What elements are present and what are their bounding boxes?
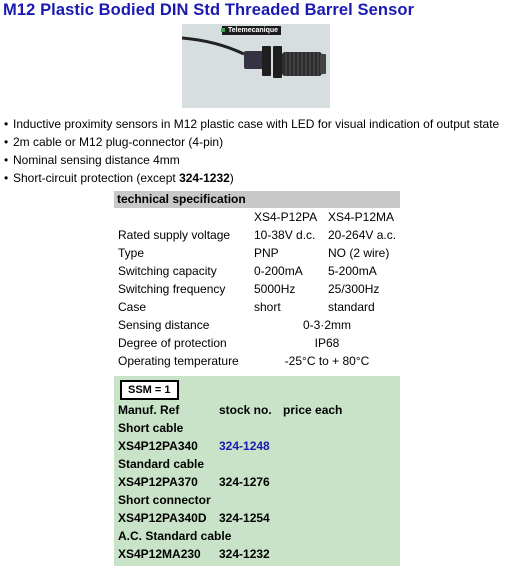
spec-value: IP68 [314, 336, 340, 350]
manuf-ref: XS4P12PA370 [118, 475, 198, 489]
stock-number: 324-1276 [219, 475, 270, 489]
feature-item: • Nominal sensing distance 4mm [4, 151, 499, 169]
product-photo [182, 24, 330, 108]
spec-value: 0-200mA [254, 264, 303, 278]
page-title: M12 Plastic Bodied DIN Std Threaded Barrel Sensor [3, 1, 415, 19]
spec-label: Sensing distance [118, 318, 210, 332]
group-name: Standard cable [118, 457, 205, 471]
order-group-title [114, 491, 400, 509]
order-row [114, 545, 400, 563]
feature-list [4, 115, 499, 187]
group-name: Short cable [118, 421, 184, 435]
order-column-headers [114, 401, 400, 419]
spec-heading: technical specification [114, 191, 400, 208]
feature-item: • Inductive proximity sensors in M12 plastic case with LED for visual indication of output state [4, 115, 499, 133]
feature-item [4, 169, 499, 187]
ordering-table [114, 376, 400, 566]
stock-number: 324-1254 [219, 511, 270, 525]
spec-row [114, 316, 400, 334]
spec-value: PNP [254, 246, 279, 260]
feature-text: Short-circuit protection (except [13, 171, 180, 185]
spec-row [114, 298, 400, 316]
group-name: A.C. Standard cable [118, 529, 232, 543]
spec-row [114, 244, 400, 262]
spec-value: 25/300Hz [328, 282, 380, 296]
order-group-title [114, 419, 400, 437]
spec-row [114, 280, 400, 298]
spec-value: 5-200mA [328, 264, 377, 278]
spec-value: standard [328, 300, 375, 314]
spec-value: 20-264V a.c. [328, 228, 397, 242]
column-header: XS4-P12MA [328, 210, 395, 224]
feature-item: • 2m cable or M12 plug-connector (4-pin) [4, 133, 499, 151]
stock-number-link[interactable]: 324-1248 [219, 439, 270, 453]
order-group-title [114, 527, 400, 545]
sensor-illustration [182, 24, 330, 108]
spec-value: 0-3·2mm [302, 318, 351, 332]
feature-stock-ref: 324-1232 [179, 171, 230, 185]
technical-spec-table [114, 191, 400, 371]
spec-label: Rated supply voltage [118, 228, 231, 242]
spec-label: Degree of protection [118, 336, 227, 350]
spec-value: short [254, 300, 281, 314]
spec-label: Operating temperature [118, 354, 239, 368]
spec-column-headers [114, 208, 400, 226]
ssm-badge: SSM = 1 [120, 380, 179, 400]
column-header: stock no. [219, 403, 272, 417]
feature-text: ) [229, 171, 234, 185]
column-header: Manuf. Ref [118, 403, 180, 417]
order-row [114, 473, 400, 491]
spec-value: -25°C to + 80°C [284, 354, 370, 368]
spec-label: Switching frequency [118, 282, 226, 296]
manuf-ref: XS4P12PA340 [118, 439, 198, 453]
spec-row [114, 352, 400, 370]
column-header: XS4-P12PA [254, 210, 318, 224]
order-row [114, 437, 400, 455]
brand-label-text: Telemecanique [228, 27, 279, 34]
spec-value: NO (2 wire) [328, 246, 390, 260]
spec-label: Case [118, 300, 147, 314]
spec-value: 5000Hz [254, 282, 296, 296]
column-header: price each [283, 403, 343, 417]
spec-label: Type [118, 246, 145, 260]
spec-row [114, 334, 400, 352]
spec-row [114, 226, 400, 244]
manuf-ref: XS4P12MA230 [118, 547, 201, 561]
spec-value: 10-38V d.c. [254, 228, 316, 242]
order-row [114, 509, 400, 527]
spec-label: Switching capacity [118, 264, 217, 278]
order-group-title [114, 455, 400, 473]
stock-number: 324-1232 [219, 547, 270, 561]
group-name: Short connector [118, 493, 211, 507]
manuf-ref: XS4P12PA340D [118, 511, 207, 525]
spec-row [114, 262, 400, 280]
